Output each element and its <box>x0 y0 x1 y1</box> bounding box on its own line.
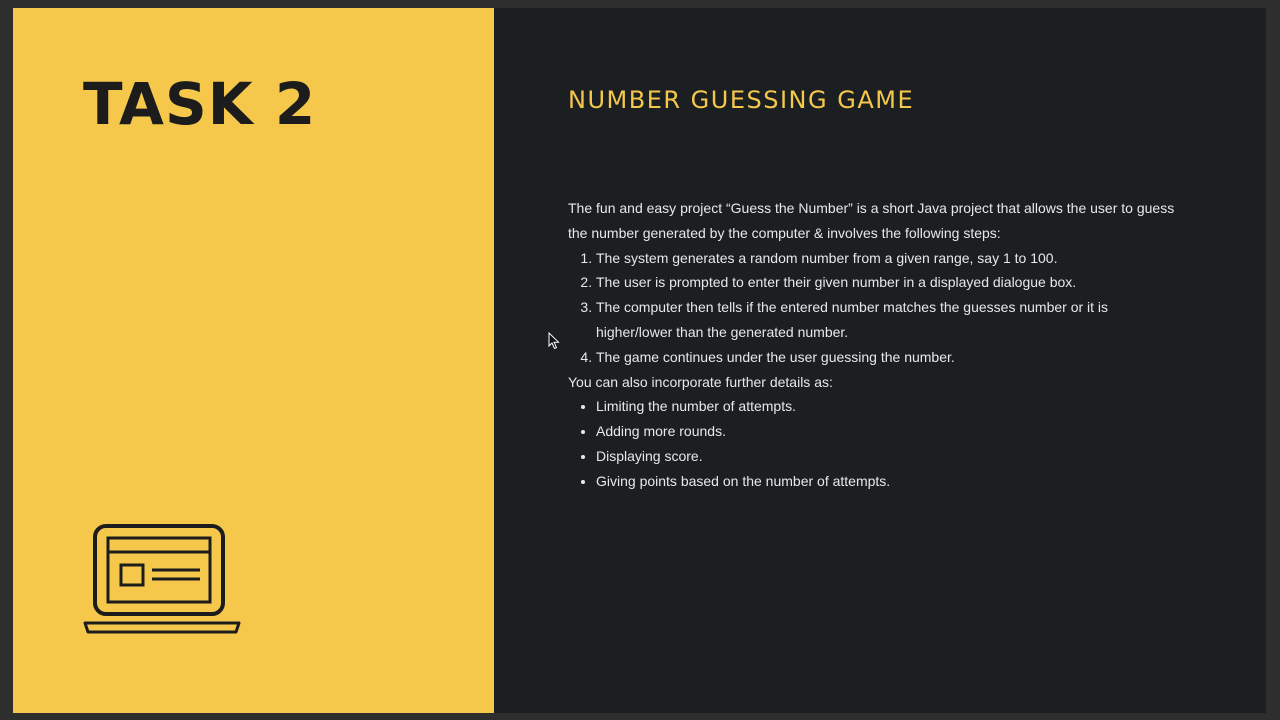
list-item: 2. The user is prompted to enter their given number in a displayed dialogue box. <box>596 270 1188 295</box>
extras-list <box>568 394 1188 493</box>
laptop-icon <box>83 523 241 635</box>
slide-heading: NUMBER GUESSING GAME <box>568 86 915 114</box>
right-panel <box>494 8 1266 713</box>
list-item: • Displaying score. <box>596 444 1188 469</box>
list-item: 1. The system generates a random number from a given range, say 1 to 100. <box>596 246 1188 271</box>
extras-intro: You can also incorporate further details as: <box>568 373 833 390</box>
mouse-cursor-icon <box>548 332 560 350</box>
list-item: 4. The game continues under the user guessing the number. <box>596 345 1188 370</box>
list-item: • Giving points based on the number of attempts. <box>596 469 1188 494</box>
steps-list <box>568 246 1188 370</box>
list-item: • Limiting the number of attempts. <box>596 394 1188 419</box>
left-panel <box>13 8 494 713</box>
slide-body <box>568 196 1188 494</box>
list-item: 3. The computer then tells if the entered number matches the guesses number or it is higher/lower than the generated number. <box>596 295 1188 345</box>
task-title: TASK 2 <box>83 70 317 138</box>
list-item: • Adding more rounds. <box>596 419 1188 444</box>
intro-paragraph: The fun and easy project “Guess the Number” is a short Java project that allows the user to guess the number generated by the computer & involves the following steps: <box>568 200 1175 241</box>
presentation-slide <box>13 8 1266 713</box>
